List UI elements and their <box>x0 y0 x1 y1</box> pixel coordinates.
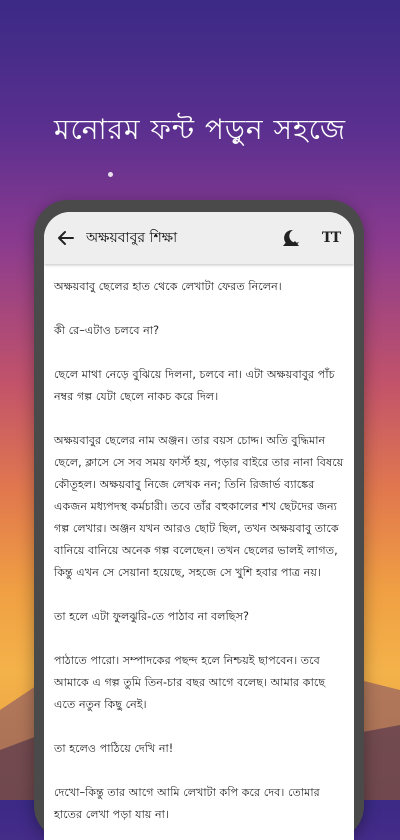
story-paragraph: দেখো–কিন্তু তার আগে আমি লেখাটা কপি করে দেব। তোমার হাতের লেখা পড়া যায় না। <box>54 786 320 821</box>
font-size-icon[interactable]: TT <box>321 230 341 246</box>
story-paragraph: তা হলে এটা ফুলঝুরি-তে পাঠাব না বলছিস? <box>54 610 249 623</box>
story-paragraph: অক্ষয়বাবুর ছেলের নাম অঞ্জন। তার বয়স চোদ্দ। অতি বুদ্ধিমান ছেলে, ক্লাসে সে সব সময় ফার্স্ট হয়, পড়ার বাইরে তার নানা বিষয়ে কৌতূহল। অক্ষয়বাবু নিজে লেখক নন; তিনি রিজার্ভ ব্যাঙ্কের একজন মধ্যপদস্থ কর্মচারী। তবে তাঁর বহুকালের শখ ছেটদের জন্য গল্প লেখার। অঞ্জন যখন আরও ছোট ছিল, তখন অক্ষয়বাবু তাকে বানিয়ে বানিয়ে অনেক গল্প বলেছেন। তখন ছেলের ভালই লাগত, কিন্তু এখন সে সেয়ানা হয়েছে, সহজে সে খুশি হবার পাত্র নয়। <box>54 434 344 579</box>
reader-screen <box>44 212 354 840</box>
arrow-left-icon[interactable] <box>56 228 76 248</box>
story-content <box>44 264 354 826</box>
story-paragraph: পাঠাতে পারো। সম্পাদকের পছন্দ হলে নিশ্চয়ই ছাপবেন। তবে আমাকে এ গল্প তুমি তিন-চার বছর আগে বলেছ। আমার কাছে এতে নতুন কিছু নেই। <box>54 654 326 711</box>
phone-frame <box>34 200 364 840</box>
story-paragraph: ছেলে মাথা নেড়ে বুঝিয়ে দিলনা, চলবে না। এটা অক্ষয়বাবুর পাঁচ নম্বর গল্প যেটা ছেলে নাকচ করে দিল। <box>54 368 335 403</box>
story-paragraph: তা হলেও পাঠিয়ে দেখি না! <box>54 742 174 755</box>
night-mode-icon[interactable] <box>280 227 302 249</box>
story-paragraph: কী রে–এটাও চলবে না? <box>54 324 160 337</box>
page-title: অক্ষয়বাবুর শিক্ষা <box>86 230 178 246</box>
promo-headline: মনোরম ফন্ট পড়ুন সহজে <box>54 113 346 146</box>
star-decoration <box>108 172 113 177</box>
story-paragraph: অক্ষয়বাবু ছেলের হাত থেকে লেখাটা ফেরত নিলেন। <box>54 280 282 293</box>
reader-toolbar <box>44 212 354 264</box>
